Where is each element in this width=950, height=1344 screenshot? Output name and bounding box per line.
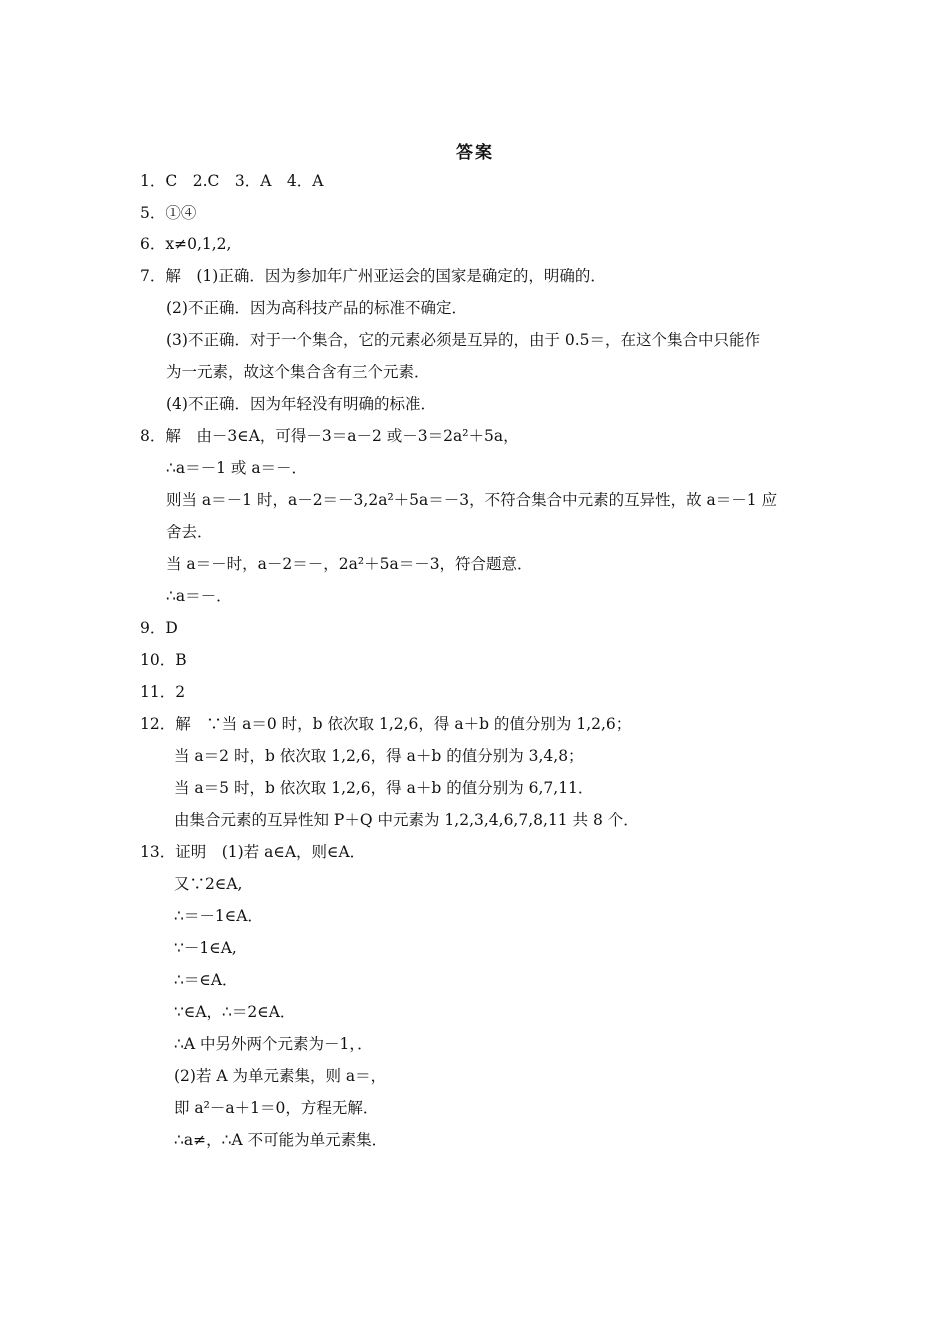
answer-line-10: 10．B <box>140 651 187 669</box>
answer-line-8-3-cont: 舍去． <box>166 523 213 541</box>
answer-line-7-2: (2)不正确．因为高科技产品的标准不确定． <box>166 299 467 317</box>
answer-line-12-4: 由集合元素的互异性知 P＋Q 中元素为 1,2,3,4,6,7,8,11 共 8 个． <box>174 811 639 829</box>
answer-line-5: 5．①④ <box>140 204 197 222</box>
answer-line-13-5: ∴＝∈A． <box>174 971 238 989</box>
answer-line-12: 12．解 ∵当 a＝0 时，b 依次取 1,2,6，得 a＋b 的值分别为 1,2,6； <box>140 715 632 733</box>
answer-line-13-7: ∴A 中另外两个元素为－1，． <box>174 1035 373 1053</box>
answer-line-7: 7．解 (1)正确．因为参加年广州亚运会的国家是确定的，明确的． <box>140 267 606 285</box>
answer-line-6: 6．x≠0,1,2, <box>140 235 232 253</box>
answer-line-9: 9．D <box>140 619 178 637</box>
answer-line-8-5: ∴a＝－． <box>166 587 232 605</box>
answer-line-13-9: 即 a²－a＋1＝0，方程无解． <box>174 1099 379 1117</box>
answer-line-1: 1．C 2.C 3．A 4．A <box>140 172 324 190</box>
answer-line-8-4: 当 a＝－时，a－2＝－，2a²＋5a＝－3，符合题意． <box>166 555 533 573</box>
answer-line-8-2: ∴a＝－1 或 a＝－． <box>166 459 308 477</box>
answer-line-7-3: (3)不正确．对于一个集合，它的元素必须是互异的，由于 0.5＝，在这个集合中只能作 <box>166 331 761 349</box>
answer-line-13-4: ∵－1∈A, <box>174 939 237 957</box>
answer-line-8: 8．解 由－3∈A，可得－3＝a－2 或－3＝2a²＋5a， <box>140 427 519 445</box>
answer-line-7-4: (4)不正确．因为年轻没有明确的标准． <box>166 395 436 413</box>
answer-line-13-3: ∴＝－1∈A． <box>174 907 263 925</box>
answer-line-13-6: ∵∈A，∴＝2∈A． <box>174 1003 296 1021</box>
answer-line-13: 13．证明 (1)若 a∈A，则∈A． <box>140 843 366 861</box>
answer-line-11: 11．2 <box>140 683 186 701</box>
answer-line-12-2: 当 a＝2 时，b 依次取 1,2,6，得 a＋b 的值分别为 3,4,8； <box>174 747 584 765</box>
answer-line-12-3: 当 a＝5 时，b 依次取 1,2,6，得 a＋b 的值分别为 6,7,11． <box>174 779 594 797</box>
answer-line-8-3: 则当 a＝－1 时，a－2＝－3,2a²＋5a＝－3，不符合集合中元素的互异性，故 a＝－1 应 <box>166 491 778 509</box>
page-title: 答案 <box>456 143 494 163</box>
answer-line-13-10: ∴a≠，∴A 不可能为单元素集． <box>174 1131 388 1149</box>
answer-line-13-2: 又∵2∈A, <box>174 875 243 893</box>
answer-line-13-8: (2)若 A 为单元素集，则 a＝， <box>174 1067 387 1085</box>
answer-line-7-3-cont: 为一元素，故这个集合含有三个元素． <box>166 363 430 381</box>
